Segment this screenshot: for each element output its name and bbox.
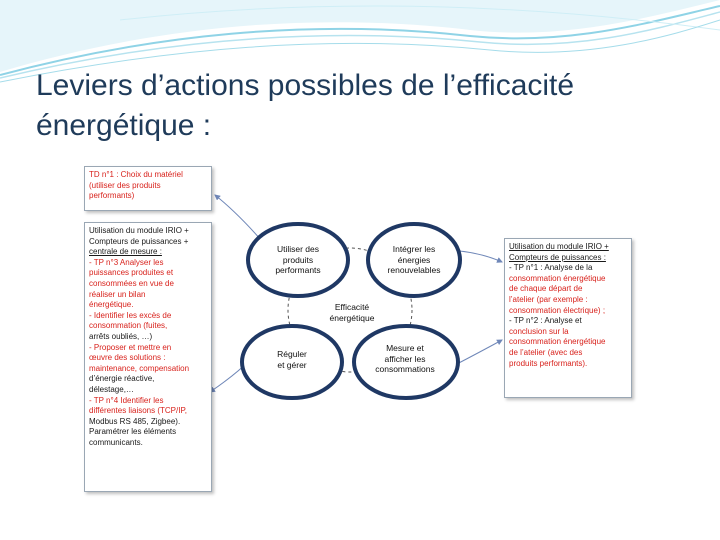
circle-br-line1: Mesure et (386, 343, 424, 353)
box-left-line1: Utilisation du module IRIO + (89, 226, 189, 235)
box-right-line9: conclusion sur la (509, 326, 569, 336)
box-left-line13: œuvre des solutions : (89, 353, 166, 363)
box-left-line2: Compteurs de puissances + (89, 236, 189, 246)
box-td1-line3: performants) (89, 191, 135, 201)
box-left-line6: consommées en vue de (89, 278, 174, 288)
slide-title-line2: énergétique : (36, 109, 212, 142)
box-left-line4: - TP n°3 Analyser les (89, 257, 164, 267)
box-td1-line1: TD n°1 : Choix du matériel (89, 170, 183, 179)
circle-br-line2: afficher les (384, 353, 426, 364)
circle-label-energies (372, 244, 456, 276)
box-td1-line2: (utiliser des produits (89, 180, 161, 190)
circle-tl-line1: Utiliser des (276, 244, 320, 254)
box-left-line19: Modbus RS 485, Zigbee). (89, 416, 181, 426)
box-right-line11: de l’atelier (avec des (509, 347, 583, 357)
box-left-line21: communicants. (89, 437, 143, 447)
circle-label-mesure (362, 343, 448, 375)
box-left-line17: - TP n°4 Identifier les (89, 395, 164, 405)
box-right-line8: - TP n°2 : Analyse et (509, 316, 582, 326)
box-right-line4: consommation énergétique (509, 273, 606, 283)
box-right-line2: Compteurs de puissances : (509, 252, 606, 262)
circle-tr-line2: énergies (397, 254, 431, 265)
box-left-line9: - Identifier les excès de (89, 310, 172, 320)
box-left-line16: délestage,… (89, 384, 134, 394)
box-left-tp (84, 222, 212, 492)
box-left-line15: d’énergie réactive, (89, 374, 155, 384)
box-left-line11: arrêts oubliés, …) (89, 331, 153, 341)
box-left-line10: consommation (fuites, (89, 321, 168, 331)
box-left-line20: Paramétrer les éléments (89, 427, 177, 437)
circle-bl-line1: Réguler (277, 349, 307, 359)
box-right-tp (504, 238, 632, 398)
box-right-line10: consommation énergétique (509, 337, 606, 347)
box-right-line1: Utilisation du module IRIO + (509, 242, 609, 251)
box-left-line18: différentes liaisons (TCP/IP, (89, 406, 187, 416)
circle-tr-line3: renouvelables (387, 265, 441, 275)
box-left-line5: puissances produites et (89, 268, 174, 278)
box-left-line12: - Proposer et mettre en (89, 342, 172, 352)
circle-label-reguler (258, 349, 326, 370)
center-line2: énergétique (329, 313, 375, 323)
box-left-line14: maintenance, compensation (89, 363, 190, 373)
center-label (312, 302, 392, 324)
box-right-line6: l’atelier (par exemple : (509, 294, 588, 304)
box-left-line8: énergétique. (89, 300, 134, 310)
circle-tl-line2: produits (282, 254, 314, 265)
circle-tr-line1: Intégrer les (392, 244, 436, 254)
circle-label-produits (256, 244, 340, 276)
circle-br-line3: consommations (375, 364, 435, 374)
circle-tl-line3: performants (275, 265, 321, 275)
circle-bl-line2: et gérer (277, 359, 307, 370)
arrow-to-right-box-lower (455, 340, 502, 365)
box-td1 (84, 166, 212, 211)
box-right-line5: de chaque départ de (509, 284, 583, 294)
box-left-line3: centrale de mesure : (89, 247, 162, 257)
center-line1: Efficacité (334, 302, 370, 312)
slide-title-line1: Leviers d’actions possibles de l’efficacité (36, 69, 575, 102)
box-right-line12: produits performants). (509, 358, 588, 368)
box-right-line7: consommation électrique) ; (509, 305, 606, 315)
box-left-line7: réaliser un bilan (89, 289, 146, 299)
box-right-line3: - TP n°1 : Analyse de la (509, 263, 593, 273)
